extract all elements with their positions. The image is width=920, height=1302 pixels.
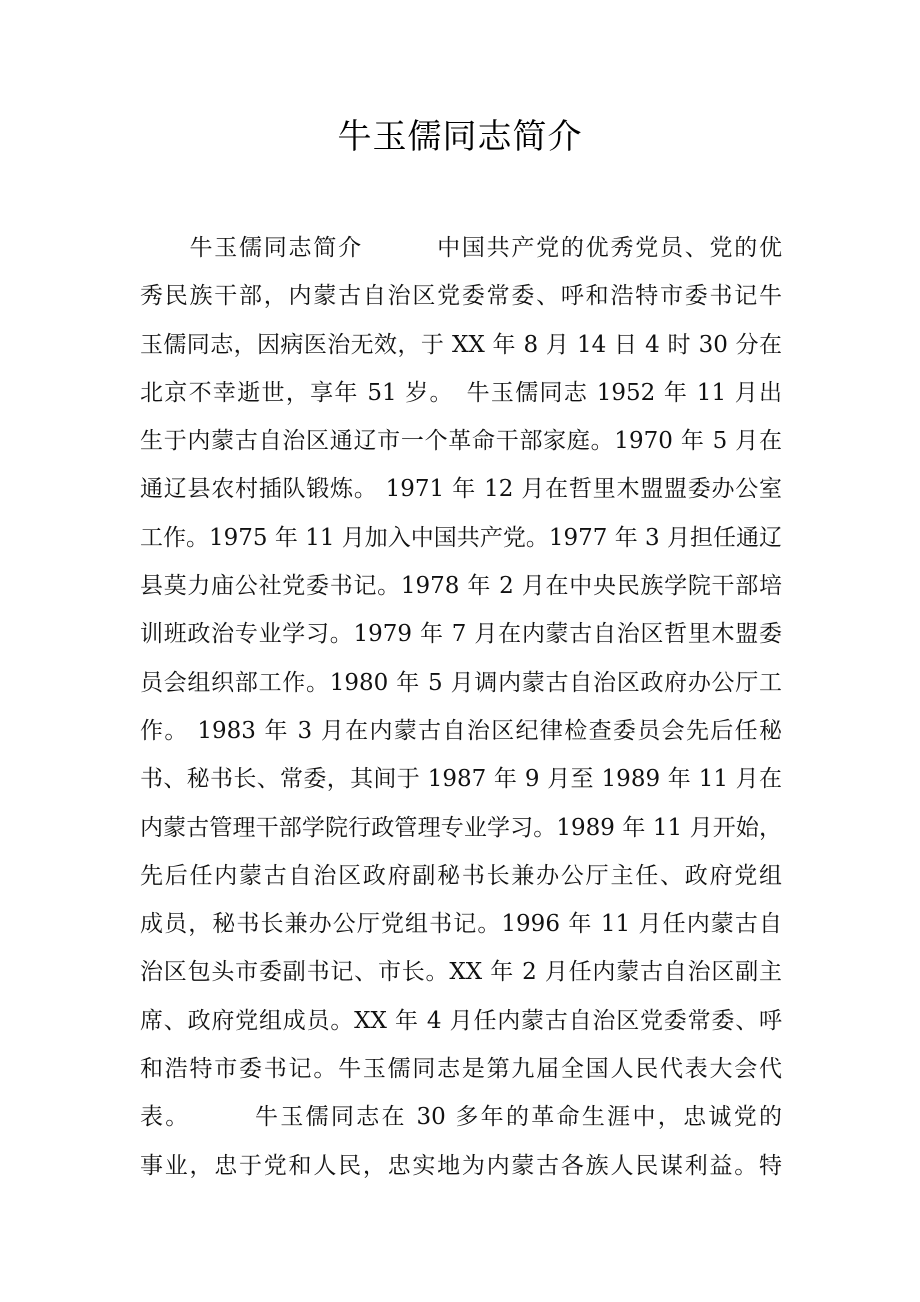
body-line: 通辽县农村插队锻炼。 1971 年 12 月在哲里木盟盟委办公室 — [140, 476, 782, 503]
body-line: 作。 1983 年 3 月在内蒙古自治区纪律检查委员会先后任秘 — [140, 717, 782, 744]
body-line: 训班政治专业学习。1979 年 7 月在内蒙古自治区哲里木盟委 — [140, 621, 782, 648]
document-body — [140, 224, 782, 1190]
body-line: 内蒙古管理干部学院行政管理专业学习。1989 年 11 月开始， — [140, 814, 782, 841]
body-line: 治区包头市委副书记、市长。XX 年 2 月任内蒙古自治区副主 — [140, 959, 782, 986]
body-line: 玉儒同志，因病医治无效，于 XX 年 8 月 14 日 4 时 30 分在 — [140, 331, 782, 358]
body-line: 工作。1975 年 11 月加入中国共产党。1977 年 3 月担任通辽 — [140, 524, 782, 551]
body-line: 席、政府党组成员。XX 年 4 月任内蒙古自治区党委常委、呼 — [140, 1007, 782, 1034]
body-line: 牛玉儒同志简介 中国共产党的优秀党员、党的优 — [140, 235, 782, 261]
body-line: 书、秘书长、常委，其间于 1987 年 9 月至 1989 年 11 月在 — [140, 766, 782, 793]
body-line: 表。 牛玉儒同志在 30 多年的革命生涯中，忠诚党的 — [140, 1104, 782, 1131]
document-title: 牛玉儒同志简介 — [337, 117, 583, 157]
body-line: 事业，忠于党和人民，忠实地为内蒙古各族人民谋利益。特 — [140, 1152, 782, 1179]
body-line: 北京不幸逝世，享年 51 岁。 牛玉儒同志 1952 年 11 月出 — [140, 379, 782, 406]
body-line: 生于内蒙古自治区通辽市一个革命干部家庭。1970 年 5 月在 — [140, 428, 782, 455]
body-line: 先后任内蒙古自治区政府副秘书长兼办公厅主任、政府党组 — [140, 862, 782, 889]
body-line: 成员，秘书长兼办公厅党组书记。1996 年 11 月任内蒙古自 — [140, 911, 782, 938]
body-line: 县莫力庙公社党委书记。1978 年 2 月在中央民族学院干部培 — [140, 573, 782, 600]
body-line: 和浩特市委书记。牛玉儒同志是第九届全国人民代表大会代 — [140, 1056, 782, 1083]
body-line: 秀民族干部，内蒙古自治区党委常委、呼和浩特市委书记牛 — [140, 283, 782, 310]
body-line: 员会组织部工作。1980 年 5 月调内蒙古自治区政府办公厅工 — [140, 669, 782, 696]
